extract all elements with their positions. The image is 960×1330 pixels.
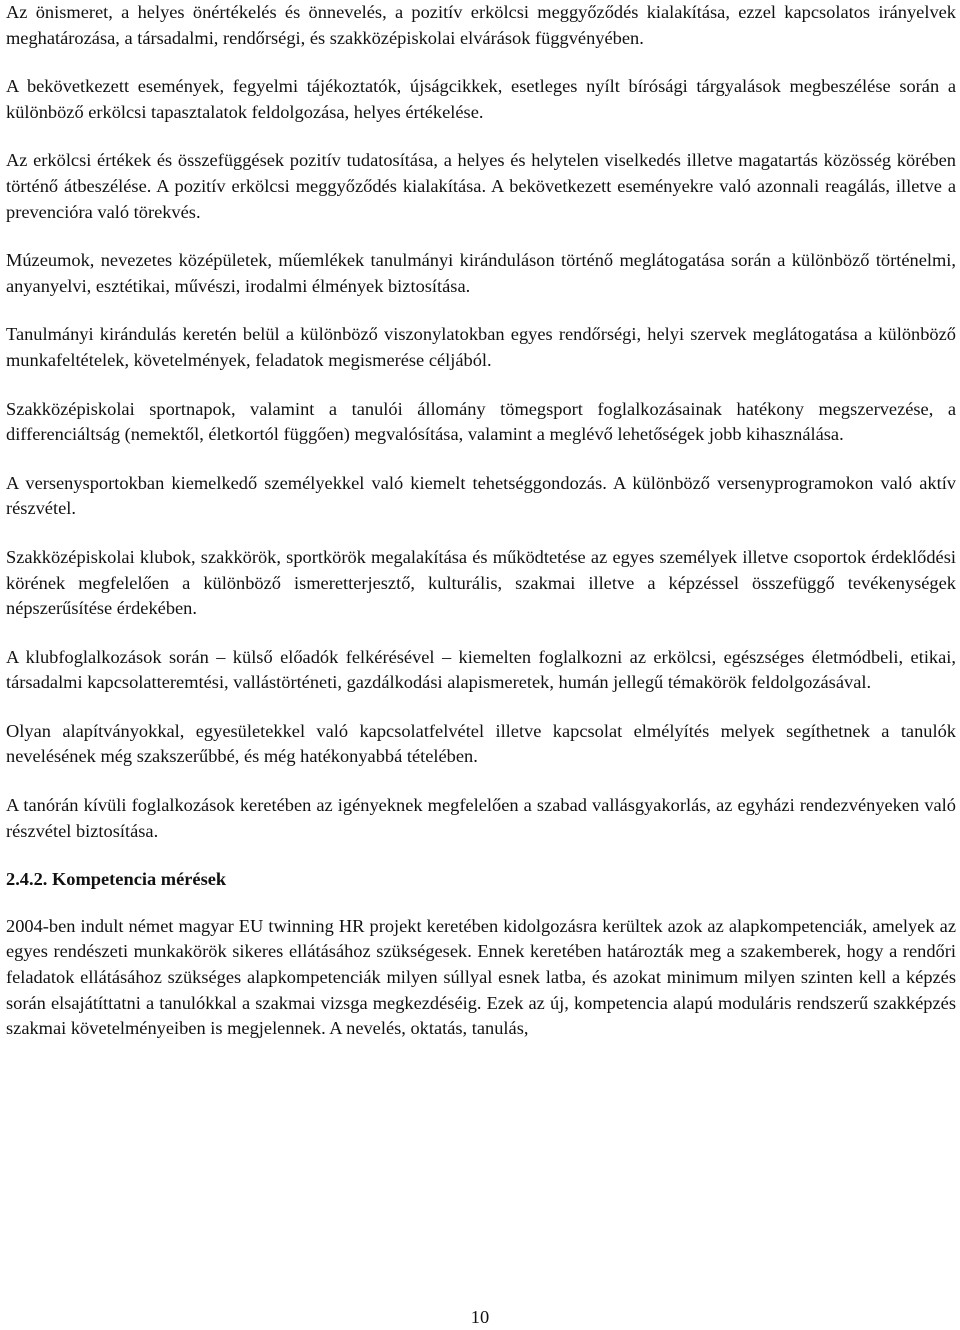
- paragraph: A tanórán kívüli foglalkozások keretében az igényeknek megfelelően a szabad vallásgyakorlás, az egyházi rendezvényeken való részvétel biztosítása.: [6, 795, 956, 841]
- paragraph: 2004-ben indult német magyar EU twinning HR projekt keretében kidolgozásra kerültek azok az alapkompetenciák, amelyek az egyes rendészeti munkakörök sikeres ellátásához szükségesek. Ennek keretében határozták meg a szakemberek, hogy a rendőri feladatok ellátásához szükséges alapkompetenciák milyen súllyal esnek latba, és azokat minimum milyen szinten kell a képzés során elsajátíttatni a tanulókkal a szakmai vizsga megkezdéséig. Ezek az új, kompetencia alapú moduláris rendszerű szakképzés szakmai követelményeiben is megjelennek. A nevelés, oktatás, tanulás,: [6, 915, 956, 1039]
- paragraph: Tanulmányi kirándulás keretén belül a különböző viszonylatokban egyes rendőrségi, helyi szervek meglátogatása a különböző munkafeltételek, követelmények, feladatok megismerése céljából.: [6, 324, 956, 370]
- paragraph: A klubfoglalkozások során – külső előadók felkérésével – kiemelten foglalkozni az erkölcsi, egészséges életmódbeli, etikai, társadalmi kapcsolatteremtési, vallástörténeti, gazdálkodási alapismeretek, humán jellegű témakörök feldolgozásával.: [6, 646, 956, 693]
- paragraph: Szakközépiskolai klubok, szakkörök, sportkörök megalakítása és működtetése az egyes személyek illetve csoportok érdeklődési körének megfelelően a különböző ismeretterjesztő, kulturális, szakmai illetve a képzéssel összefüggő tevékenységek népszerűsítése érdekében.: [6, 546, 956, 619]
- section-heading: 2.4.2. Kompetencia mérések: [6, 869, 227, 890]
- paragraph: A versenysportokban kiemelkedő személyekkel való kiemelt tehetséggondozás. A különböző versenyprogramokon való aktív részvétel.: [6, 472, 956, 519]
- paragraph: Az erkölcsi értékek és összefüggések pozitív tudatosítása, a helyes és helytelen viselkedés illetve magatartás közösség körében történő átbeszélése. A pozitív erkölcsi meggyőződés kialakítása. A bekövetkezett eseményekre való azonnali reagálás, illetve a prevencióra való törekvés.: [6, 150, 956, 222]
- paragraph: Szakközépiskolai sportnapok, valamint a tanulói állomány tömegsport foglalkozásainak hatékony megszervezése, a differenciáltság (nemektől, életkortól függően) megvalósítása, valamint a meglévő lehetőségek jobb kihasználása.: [6, 398, 956, 445]
- paragraph: Olyan alapítványokkal, egyesületekkel való kapcsolatfelvétel illetve kapcsolat elmélyítés melyek segíthetnek a tanulók nevelésének még szakszerűbbé, és még hatékonyabbá tételében.: [6, 720, 956, 767]
- page-number: 10: [470, 1307, 490, 1327]
- document-page: [6, 0, 956, 1065]
- paragraph: A bekövetkezett események, fegyelmi tájékoztatók, újságcikkek, esetleges nyílt bírósági tárgyalások megbeszélése során a különböző erkölcsi tapasztalatok feldolgozása, helyes értékelése.: [6, 76, 956, 122]
- paragraph: Múzeumok, nevezetes középületek, műemlékek tanulmányi kiránduláson történő meglátogatása során a különböző történelmi, anyanyelvi, esztétikai, művészi, irodalmi élmények biztosítása.: [6, 250, 956, 296]
- paragraph: Az önismeret, a helyes önértékelés és önnevelés, a pozitív erkölcsi meggyőződés kialakítása, ezzel kapcsolatos irányelvek meghatározása, a társadalmi, rendőrségi, és szakközépiskolai elvárások függvényében.: [6, 2, 956, 48]
